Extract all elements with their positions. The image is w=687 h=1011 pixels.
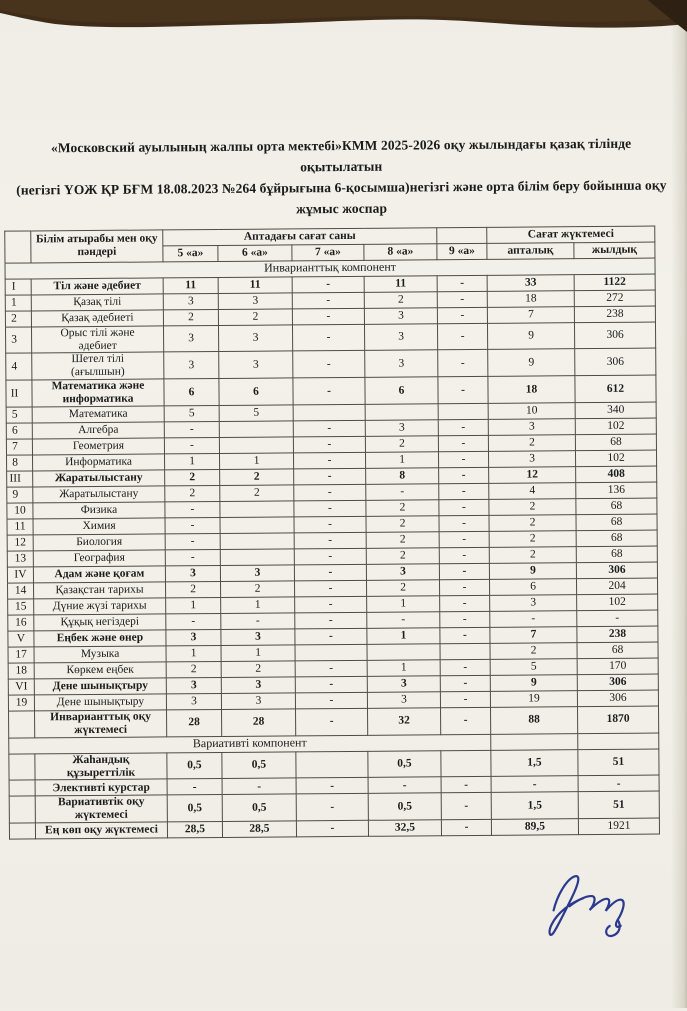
hours-cell: 6 <box>490 579 577 596</box>
hours-cell: 2 <box>221 581 295 598</box>
row-number: 4 <box>6 353 32 380</box>
hours-cell: - <box>295 660 367 677</box>
hours-cell: 3 <box>364 307 437 324</box>
hours-cell: 0,5 <box>222 794 296 821</box>
row-number <box>9 823 35 839</box>
hours-cell: - <box>295 628 367 645</box>
hours-cell: - <box>294 564 366 581</box>
hours-cell: 1,5 <box>491 792 578 819</box>
hours-cell: - <box>367 612 440 629</box>
hours-cell: - <box>438 350 488 377</box>
hours-cell: - <box>165 501 220 517</box>
hours-cell <box>296 751 368 778</box>
subject-name: Инварианттық оқу жүктемесі <box>35 710 167 738</box>
hours-cell: 3 <box>220 565 294 582</box>
hours-cell: 89,5 <box>491 819 578 836</box>
hours-cell: - <box>294 500 366 517</box>
hours-cell: 2 <box>366 500 439 517</box>
hours-cell: - <box>293 436 365 453</box>
number-column-header <box>5 231 31 263</box>
hours-cell: 2 <box>165 469 220 485</box>
hours-cell: 0,5 <box>167 752 222 779</box>
hours-cell: - <box>222 778 296 795</box>
row-number: III <box>7 471 33 487</box>
hours-cell: - <box>439 563 489 579</box>
hours-cell: 3 <box>367 692 440 709</box>
subject-name: Қазақстан тарихы <box>34 582 166 599</box>
row-number: 2 <box>5 311 31 327</box>
hours-cell <box>220 517 294 534</box>
hours-cell: 6 <box>365 377 438 404</box>
hours-cell: 1 <box>365 452 438 469</box>
hours-cell: - <box>440 675 490 691</box>
subject-name: Дүние жүзі тарихы <box>34 598 166 615</box>
hours-cell: 340 <box>575 402 656 419</box>
hours-cell: - <box>438 377 488 404</box>
hours-cell: - <box>292 308 364 325</box>
hours-cell: - <box>441 777 491 793</box>
hours-cell: 306 <box>575 322 656 349</box>
subject-name: Жаратылыстану <box>33 470 165 487</box>
hours-cell: 2 <box>220 469 294 486</box>
subject-name: Көркем еңбек <box>34 662 166 679</box>
class-column-header: 6 «а» <box>218 245 292 262</box>
hours-cell: 2 <box>489 515 576 532</box>
hours-cell: 33 <box>487 274 574 291</box>
hours-cell <box>438 403 488 419</box>
hours-cell: 6 <box>219 378 293 405</box>
hours-cell: - <box>295 676 367 693</box>
hours-cell: - <box>295 692 367 709</box>
curriculum-table <box>4 225 660 840</box>
subject-name: Адам және қоғам <box>33 566 165 583</box>
subject-name: Физика <box>33 502 165 519</box>
row-number <box>9 796 35 823</box>
subject-name: Шетел тілі (ағылшын) <box>32 352 164 380</box>
empty-cell <box>491 733 578 750</box>
hours-cell: - <box>490 611 577 628</box>
hours-cell: 306 <box>577 690 658 707</box>
subject-name: Жаратылыстану <box>33 486 165 503</box>
subject-name: Геометрия <box>32 438 164 455</box>
subject-name: Дене шынықтыру <box>34 694 166 711</box>
hours-cell: 7 <box>487 306 574 323</box>
hours-cell: - <box>441 793 491 820</box>
hours-cell: 3 <box>165 565 220 581</box>
hours-cell: - <box>440 579 490 595</box>
hours-cell: 170 <box>577 658 658 675</box>
hours-cell <box>219 421 293 438</box>
hours-cell: 19 <box>490 691 577 708</box>
hours-cell: 2 <box>488 435 575 452</box>
hours-cell: 1122 <box>574 274 655 291</box>
hours-cell: - <box>439 515 489 531</box>
subject-name: Математика және информатика <box>32 379 164 407</box>
yearly-column-header: жылдық <box>574 242 655 259</box>
hours-cell: 3 <box>221 677 295 694</box>
row-number: 15 <box>8 599 34 615</box>
hours-cell: 3 <box>218 325 292 352</box>
title-line-1: «Московский ауылының жалпы орта мектебі»КММ 2025-2026 оқу жылындағы қазақ тілінде оқытылатын <box>50 135 632 175</box>
hours-cell: 2 <box>489 547 576 564</box>
hours-cell: 5 <box>219 405 293 422</box>
hours-cell: 3 <box>488 419 575 436</box>
hours-cell: 18 <box>487 290 574 307</box>
empty-header-cell <box>437 227 487 243</box>
hours-cell: 3 <box>166 629 221 645</box>
subject-name: Химия <box>33 518 165 535</box>
hours-cell: - <box>165 517 220 533</box>
hours-cell: 51 <box>578 791 659 818</box>
hours-cell: - <box>439 451 489 467</box>
hours-cell: - <box>293 378 365 405</box>
hours-cell: 3 <box>166 677 221 693</box>
hours-cell: 0,5 <box>368 793 441 820</box>
hours-cell: - <box>167 779 222 795</box>
hours-cell: - <box>437 307 487 323</box>
subject-name: Дене шынықтыру <box>34 678 166 695</box>
hours-cell: 68 <box>576 498 657 515</box>
row-number <box>9 711 35 738</box>
subject-name: Жаһандық құзыреттілік <box>35 753 167 781</box>
hours-cell: - <box>440 659 490 675</box>
hours-cell: 2 <box>163 309 218 325</box>
hours-cell: 28,5 <box>222 821 296 838</box>
hours-cell: 3 <box>163 325 218 352</box>
hours-cell: 2 <box>218 309 292 326</box>
hours-cell <box>295 644 367 661</box>
row-number: 8 <box>7 455 33 471</box>
class-column-header: 9 «а» <box>437 243 487 259</box>
weekly-hours-group-header: Аптадағы сағат саны <box>163 227 437 245</box>
hours-cell: 68 <box>576 514 657 531</box>
hours-cell: 1 <box>164 453 219 469</box>
row-number: 16 <box>8 615 34 631</box>
subject-name: Құқық негіздері <box>34 614 166 631</box>
hours-cell: - <box>438 323 488 350</box>
row-number: 14 <box>8 583 34 599</box>
hours-cell: 5 <box>490 659 577 676</box>
hours-cell: - <box>164 421 219 437</box>
hours-cell: 1 <box>219 453 293 470</box>
hours-cell: 6 <box>164 379 219 406</box>
hours-cell: - <box>437 275 487 291</box>
hours-cell: 102 <box>576 450 657 467</box>
empty-cell <box>578 733 659 750</box>
hours-cell: 9 <box>489 563 576 580</box>
row-number: 17 <box>8 647 34 663</box>
document-title <box>16 133 668 222</box>
hours-cell: 2 <box>166 581 221 597</box>
hours-cell: - <box>294 516 366 533</box>
hours-cell: - <box>578 775 659 792</box>
hours-cell: - <box>438 435 488 451</box>
hours-cell: 272 <box>574 290 655 307</box>
hours-cell: 7 <box>490 627 577 644</box>
hours-cell: 5 <box>164 405 219 421</box>
hours-cell <box>367 644 440 661</box>
hours-cell <box>440 643 490 659</box>
hours-cell: 8 <box>366 468 439 485</box>
hours-cell: 1,5 <box>491 749 578 776</box>
hours-cell: - <box>295 596 367 613</box>
hours-cell: - <box>294 468 366 485</box>
hours-cell: 1 <box>221 645 295 662</box>
row-number: 1 <box>5 295 31 311</box>
hours-cell: 1 <box>221 597 295 614</box>
subjects-column-header: Білім атырабы мен оқу пәндері <box>31 230 163 263</box>
hours-cell: - <box>296 794 368 821</box>
hours-cell: - <box>440 611 490 627</box>
hours-cell: 12 <box>489 467 576 484</box>
hours-cell: 204 <box>577 578 658 595</box>
row-number: 7 <box>6 439 32 455</box>
hours-cell: 2 <box>364 291 437 308</box>
hours-cell: - <box>294 532 366 549</box>
subject-name: Музыка <box>34 646 166 663</box>
hours-cell: 2 <box>489 531 576 548</box>
hours-cell <box>365 404 438 421</box>
hours-cell: 3 <box>221 693 295 710</box>
hours-cell: - <box>292 276 364 293</box>
hours-cell: 18 <box>488 376 575 403</box>
hours-cell: 3 <box>163 293 218 309</box>
class-column-header: 8 «а» <box>364 243 437 260</box>
hours-cell: 10 <box>488 403 575 420</box>
class-column-header: 7 «а» <box>292 244 364 261</box>
hours-cell: - <box>438 419 488 435</box>
hours-cell: - <box>296 821 368 838</box>
hours-cell: 28 <box>222 709 296 736</box>
hours-cell: 2 <box>489 499 576 516</box>
row-number: I <box>5 279 31 295</box>
hours-cell: - <box>293 452 365 469</box>
hours-cell: 2 <box>220 485 294 502</box>
hours-cell: 4 <box>489 483 576 500</box>
hours-cell: 11 <box>218 277 292 294</box>
class-column-header: 5 «а» <box>163 245 218 261</box>
hours-cell: 9 <box>490 675 577 692</box>
row-number: V <box>8 631 34 647</box>
hours-cell <box>220 501 294 518</box>
hours-cell: - <box>165 533 220 549</box>
row-number: II <box>6 380 32 407</box>
hours-cell: 3 <box>218 293 292 310</box>
hours-cell: - <box>368 777 441 794</box>
hours-cell: 28,5 <box>167 822 222 838</box>
hours-cell <box>220 549 294 566</box>
hours-cell: - <box>296 778 368 795</box>
signature <box>523 866 644 945</box>
hours-cell: - <box>294 484 366 501</box>
hours-cell: - <box>292 292 364 309</box>
subject-name: Биология <box>33 534 165 551</box>
hours-cell: 3 <box>164 352 219 379</box>
section-title: Инварианттық компонент <box>5 258 655 279</box>
hours-cell: 3 <box>490 595 577 612</box>
hours-cell: - <box>366 484 439 501</box>
hours-cell: 2 <box>366 532 439 549</box>
row-number: 6 <box>6 423 32 439</box>
hours-cell: - <box>439 531 489 547</box>
hours-cell: - <box>439 467 489 483</box>
subject-name: Информатика <box>33 454 165 471</box>
hours-cell: - <box>439 499 489 515</box>
hours-cell: 3 <box>166 693 221 709</box>
hours-cell: 1 <box>367 660 440 677</box>
hours-cell: - <box>221 613 295 630</box>
hours-cell: 3 <box>219 351 293 378</box>
subject-name: Орыс тілі және әдебиет <box>31 326 163 354</box>
hours-cell: 3 <box>489 451 576 468</box>
subject-name: Тіл және әдебиет <box>31 278 163 295</box>
hours-cell: 2 <box>490 643 577 660</box>
hours-cell: 0,5 <box>368 750 441 777</box>
hours-cell: 2 <box>365 436 438 453</box>
hours-cell: 68 <box>575 434 656 451</box>
hours-cell: - <box>577 610 658 627</box>
subject-name: Элективті курстар <box>35 779 167 796</box>
hours-cell: 68 <box>576 530 657 547</box>
hours-cell: - <box>296 708 368 735</box>
hours-cell: 102 <box>577 594 658 611</box>
hours-cell: 2 <box>165 485 220 501</box>
hours-cell: 2 <box>366 516 439 533</box>
hours-cell: 11 <box>163 277 218 293</box>
row-number: 3 <box>5 327 31 354</box>
hours-cell: - <box>491 776 578 793</box>
row-number: 19 <box>8 695 34 711</box>
hours-cell: 32 <box>368 708 441 735</box>
hours-cell: 28 <box>167 709 222 736</box>
hours-cell: 1 <box>166 597 221 613</box>
hours-cell: 2 <box>221 661 295 678</box>
hours-cell: - <box>294 580 366 597</box>
row-number <box>9 780 35 796</box>
hours-cell: 2 <box>366 580 439 597</box>
hours-cell: - <box>439 483 489 499</box>
hours-cell: 3 <box>365 420 438 437</box>
title-line-2: (негізгі ҮОЖ ҚР БҒМ 18.08.2023 №264 бұйрығына 6-қосымша)негізгі және орта білім беру бойынша оқу жұмыс жоспар <box>16 177 667 217</box>
row-number: 13 <box>7 551 33 567</box>
hours-cell <box>441 750 491 777</box>
weekly-column-header: апталық <box>487 242 574 259</box>
hours-cell: - <box>439 547 489 563</box>
hours-cell: 3 <box>221 629 295 646</box>
hours-cell: 3 <box>365 350 438 377</box>
hours-cell: - <box>441 820 491 836</box>
hours-cell: - <box>294 548 366 565</box>
hours-cell: 9 <box>488 322 575 349</box>
hours-cell: 3 <box>366 564 439 581</box>
hours-cell: - <box>165 549 220 565</box>
hours-cell: 3 <box>364 323 437 350</box>
row-number: 18 <box>8 663 34 679</box>
hours-cell: 2 <box>166 661 221 677</box>
hours-cell: 0,5 <box>222 752 296 779</box>
hours-cell: - <box>440 691 490 707</box>
hours-cell: 1870 <box>578 706 659 733</box>
hours-cell: 11 <box>364 275 437 292</box>
hours-cell: 1921 <box>578 818 659 835</box>
hours-cell: - <box>164 437 219 453</box>
hours-cell: - <box>440 595 490 611</box>
hours-cell: 3 <box>367 676 440 693</box>
hours-cell: 2 <box>366 548 439 565</box>
row-number: 11 <box>7 519 33 535</box>
load-group-header: Сағат жүктемесі <box>487 226 655 243</box>
subject-name: Қазақ тілі <box>31 294 163 311</box>
hours-cell: - <box>292 324 364 351</box>
hours-cell: - <box>441 707 491 734</box>
hours-cell: 238 <box>577 626 658 643</box>
row-number: VI <box>8 679 34 695</box>
hours-cell: 88 <box>491 707 578 734</box>
hours-cell: 0,5 <box>167 795 222 822</box>
hours-cell: 238 <box>574 306 655 323</box>
hours-cell: 1 <box>166 645 221 661</box>
subject-name: Қазақ әдебиеті <box>31 310 163 327</box>
subject-name: Вариативтік оқу жүктемесі <box>35 795 167 823</box>
hours-cell: 306 <box>576 562 657 579</box>
hours-cell: 9 <box>488 349 575 376</box>
hours-cell: 32,5 <box>368 820 441 837</box>
hours-cell: 1 <box>367 596 440 613</box>
row-number: 5 <box>6 407 32 423</box>
subject-name: Алгебра <box>32 422 164 439</box>
hours-cell: 102 <box>575 418 656 435</box>
hours-cell <box>220 533 294 550</box>
hours-cell: - <box>437 291 487 307</box>
hours-cell: 51 <box>578 749 659 776</box>
hours-cell: 68 <box>576 546 657 563</box>
subject-name: География <box>33 550 165 567</box>
row-number: IV <box>7 567 33 583</box>
subject-name: Ең көп оқу жүктемесі <box>35 822 167 839</box>
row-number <box>9 754 35 781</box>
hours-cell: 612 <box>575 375 656 402</box>
row-number: 12 <box>7 535 33 551</box>
hours-cell: 408 <box>576 466 657 483</box>
hours-cell: - <box>166 613 221 629</box>
row-number: 9 <box>7 487 33 503</box>
hours-cell: - <box>440 627 490 643</box>
hours-cell: - <box>293 351 365 378</box>
hours-cell: 136 <box>576 482 657 499</box>
hours-cell <box>293 404 365 421</box>
hours-cell: - <box>295 612 367 629</box>
hours-cell: 1 <box>367 628 440 645</box>
subject-name: Еңбек және өнер <box>34 630 166 647</box>
hours-cell: 306 <box>577 674 658 691</box>
section-title: Вариативті компонент <box>9 734 491 754</box>
hours-cell <box>219 437 293 454</box>
hours-cell: 306 <box>575 348 656 375</box>
hours-cell: 68 <box>577 642 658 659</box>
hours-cell: - <box>293 420 365 437</box>
subject-name: Математика <box>32 406 164 423</box>
row-number: 10 <box>7 503 33 519</box>
